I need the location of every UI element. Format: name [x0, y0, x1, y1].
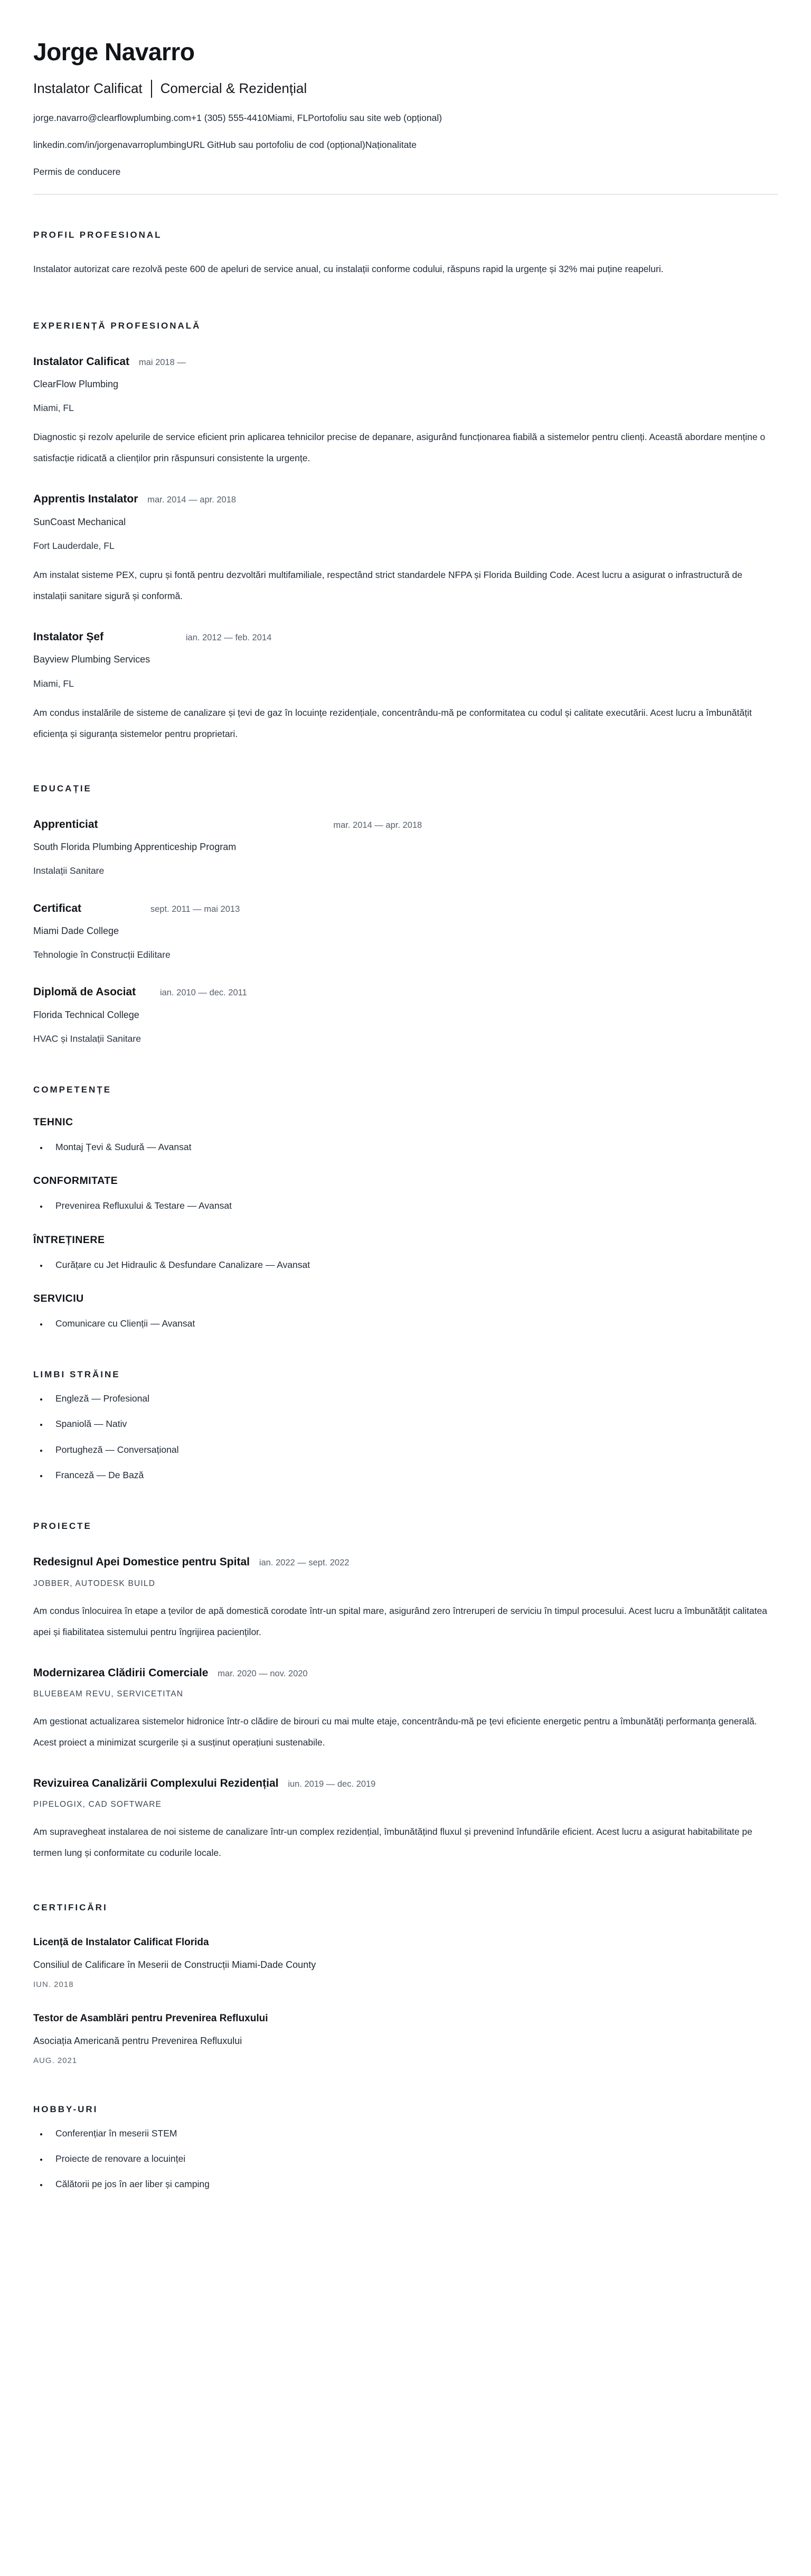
contact-email: jorge.navarro@clearflowplumbing.com [33, 112, 191, 123]
contact-linkedin: linkedin.com/in/jorgenavarroplumbing [33, 139, 186, 151]
education-entry [33, 901, 778, 962]
section-heading-languages: LIMBI STRĂINE [33, 1369, 120, 1380]
section-heading-profile: PROFIL PROFESIONAL [33, 229, 162, 240]
skill-item: • Prevenirea Refluxului & Testare — Avansat [48, 1199, 778, 1212]
job-location: Miami, FL [33, 678, 74, 689]
certification-entry [33, 1936, 778, 1989]
section-heading-certifications: CERTIFICĂRI [33, 1902, 108, 1913]
language-item: • Portugheză — Conversațional [48, 1443, 778, 1457]
project-description: Am supravegheat instalarea de noi sisteme de canalizare într-un complex rezidențial, îmbunătățind fluxul și prevenind înfundările eficient. Acest lucru a asigurat habitabilitate pe termen lung și conformitate cu codurile locale. [33, 1826, 752, 1859]
job-title-row [33, 492, 778, 506]
skill-item: • Curățare cu Jet Hidraulic & Desfundare Canalizare — Avansat [48, 1258, 778, 1272]
certification-date: IUN. 2018 [33, 1980, 74, 1989]
degree-title: Certificat [33, 902, 82, 914]
education-dates: mar. 2014 — apr. 2018 [333, 820, 422, 830]
job-location: Fort Lauderdale, FL [33, 540, 115, 551]
job-company: ClearFlow Plumbing [33, 378, 119, 389]
education-dates: ian. 2010 — dec. 2011 [159, 988, 247, 998]
job-entry [33, 630, 778, 744]
resume-subtitle [33, 80, 778, 98]
job-dates: mai 2018 — [138, 357, 186, 367]
language-item: • Franceză — De Bază [48, 1468, 778, 1482]
degree-title: Diplomă de Asociat [33, 986, 136, 998]
project-entry [33, 1555, 778, 1642]
job-entry [33, 492, 778, 606]
project-description: Am gestionat actualizarea sistemelor hidronice într-o clădire de birouri cu mai multe etaje, concentrându-mă pe țevi eficiente energetic pentru a îmbunătăți performanța generală. Acest proiect a minimizat scurgerile și a susținut operațiuni sustenabile. [33, 1715, 757, 1748]
header-divider [33, 194, 778, 195]
job-dates: mar. 2014 — apr. 2018 [147, 495, 237, 505]
skills-category-heading: CONFORMITATE [33, 1175, 118, 1187]
section-heading-experience: EXPERIENȚĂ PROFESIONALĂ [33, 320, 201, 331]
project-title: Modernizarea Clădirii Comerciale [33, 1666, 209, 1679]
school-name: South Florida Plumbing Apprenticeship Program [33, 842, 237, 853]
hobby-item: • Proiecte de renovare a locuinței [48, 2152, 778, 2166]
profile-text: Instalator autorizat care rezolvă peste 600 de apeluri de service anual, cu instalații conforme codului, răspuns rapid la urgențe și 32% mai puține reapeluri. [33, 263, 664, 274]
contact-line-2 [33, 138, 778, 152]
job-title-row [33, 630, 778, 644]
project-tools: PIPELOGIX, CAD SOFTWARE [33, 1800, 162, 1809]
contact-github: URL GitHub sau portofoliu de cod (opțional) [186, 139, 365, 151]
school-name: Miami Dade College [33, 926, 119, 936]
certification-title: Testor de Asamblări pentru Prevenirea Refluxului [33, 2012, 268, 2024]
degree-title-row [33, 985, 778, 999]
language-item: • Spaniolă — Nativ [48, 1417, 778, 1431]
section-heading-hobbies: HOBBY-URI [33, 2104, 98, 2114]
job-description: Am instalat sisteme PEX, cupru și fontă pentru dezvoltări multifamiliale, respectând strict standardele NFPA și Florida Building Code. Acest lucru a asigurat o infrastructură de instalații sanitare sigură și conformă. [33, 570, 742, 602]
project-entry [33, 1666, 778, 1753]
job-entry [33, 354, 778, 469]
skills-category-heading: SERVICIU [33, 1292, 84, 1304]
degree-title-row [33, 901, 778, 916]
hobby-item: • Călătorii pe jos în aer liber și camping [48, 2177, 778, 2191]
certification-org: Consiliul de Calificare în Meserii de Construcții Miami-Dade County [33, 1959, 316, 1970]
contact-nationality: Naționalitate [365, 139, 417, 151]
certification-org: Asociația Americană pentru Prevenirea Refluxului [33, 2035, 242, 2046]
skills-list [33, 1258, 778, 1272]
resume-name: Jorge Navarro [33, 38, 195, 66]
contact-line-3 [33, 165, 778, 179]
hobbies-list [33, 2126, 778, 2191]
project-tools: BLUEBEAM REVU, SERVICETITAN [33, 1689, 184, 1698]
skills-list [33, 1317, 778, 1330]
skills-category-heading: TEHNIC [33, 1116, 73, 1128]
subtitle-separator [151, 80, 152, 98]
project-dates: iun. 2019 — dec. 2019 [288, 1779, 376, 1789]
field-of-study: Tehnologie în Construcții Edilitare [33, 949, 171, 960]
job-description: Am condus instalările de sisteme de canalizare și țevi de gaz în locuințe rezidențiale, concentrându-mă pe conformitatea cu codul și calitate executării. Acest lucru a îmbunătățit eficiența și siguranța sistemelor pentru proprietari. [33, 707, 752, 739]
skills-list [33, 1140, 778, 1154]
job-company: Bayview Plumbing Services [33, 654, 150, 665]
education-entry [33, 985, 778, 1046]
contact-location: Miami, FL [267, 112, 308, 123]
job-description: Diagnostic și rezolv apelurile de service eficient prin aplicarea tehnicilor precise de depanare, asigurând funcționarea fiabilă a sistemelor pentru clienți. Această abordare menține o satisfacție ridicată a clienților prin răspunsuri consistente la urgențe. [33, 432, 766, 464]
certification-entry [33, 2012, 778, 2065]
certification-date: AUG. 2021 [33, 2056, 78, 2065]
job-dates: ian. 2012 — feb. 2014 [185, 633, 272, 643]
school-name: Florida Technical College [33, 1009, 139, 1020]
languages-list [33, 1392, 778, 1482]
project-title-row [33, 1776, 778, 1790]
project-title: Redesignul Apei Domestice pentru Spital [33, 1556, 250, 1569]
language-item: • Engleză — Profesional [48, 1392, 778, 1405]
section-heading-projects: PROIECTE [33, 1521, 92, 1532]
project-dates: mar. 2020 — nov. 2020 [218, 1668, 308, 1678]
job-location: Miami, FL [33, 403, 74, 414]
subtitle-specialty: Comercial & Rezidențial [160, 80, 307, 97]
field-of-study: Instalații Sanitare [33, 865, 105, 876]
education-dates: sept. 2011 — mai 2013 [150, 904, 240, 914]
skills-list [33, 1199, 778, 1212]
project-entry [33, 1776, 778, 1863]
contact-line-1 [33, 111, 778, 125]
skill-item: • Montaj Țevi & Sudură — Avansat [48, 1140, 778, 1154]
section-heading-education: EDUCAȚIE [33, 783, 92, 794]
project-description: Am condus înlocuirea în etape a țevilor de apă domestică corodate într-un spital mare, asigurând zero întreruperi de serviciu în timpul procesului. Acest lucru a îmbunătățit calitatea apei și fiabilitatea sistemului pentru îngrijirea pacienților. [33, 1605, 768, 1637]
skill-item: • Comunicare cu Clienții — Avansat [48, 1317, 778, 1330]
project-title-row [33, 1666, 778, 1680]
certification-title: Licență de Instalator Calificat Florida [33, 1937, 209, 1948]
contact-driving-license: Permis de conducere [33, 166, 121, 178]
contact-portfolio: Portofoliu sau site web (opțional) [308, 112, 442, 123]
education-entry [33, 817, 778, 878]
skills-category-heading: ÎNTREȚINERE [33, 1234, 105, 1246]
contact-phone: +1 (305) 555-4410 [191, 112, 268, 123]
project-title-row [33, 1555, 778, 1569]
job-company: SunCoast Mechanical [33, 516, 126, 527]
project-dates: ian. 2022 — sept. 2022 [259, 1558, 350, 1568]
project-tools: JOBBER, AUTODESK BUILD [33, 1579, 156, 1588]
degree-title: Apprenticiat [33, 818, 98, 830]
project-title: Revizuirea Canalizării Complexului Rezidențial [33, 1777, 279, 1789]
job-title: Apprentis Instalator [33, 493, 138, 506]
section-heading-skills: COMPETENȚE [33, 1085, 112, 1095]
hobby-item: • Conferențiar în meserii STEM [48, 2126, 778, 2140]
degree-title-row [33, 817, 778, 832]
job-title: Instalator Șef [33, 631, 104, 643]
job-title: Instalator Calificat [33, 355, 130, 368]
field-of-study: HVAC și Instalații Sanitare [33, 1033, 141, 1044]
subtitle-role: Instalator Calificat [33, 80, 143, 97]
job-title-row [33, 354, 778, 369]
